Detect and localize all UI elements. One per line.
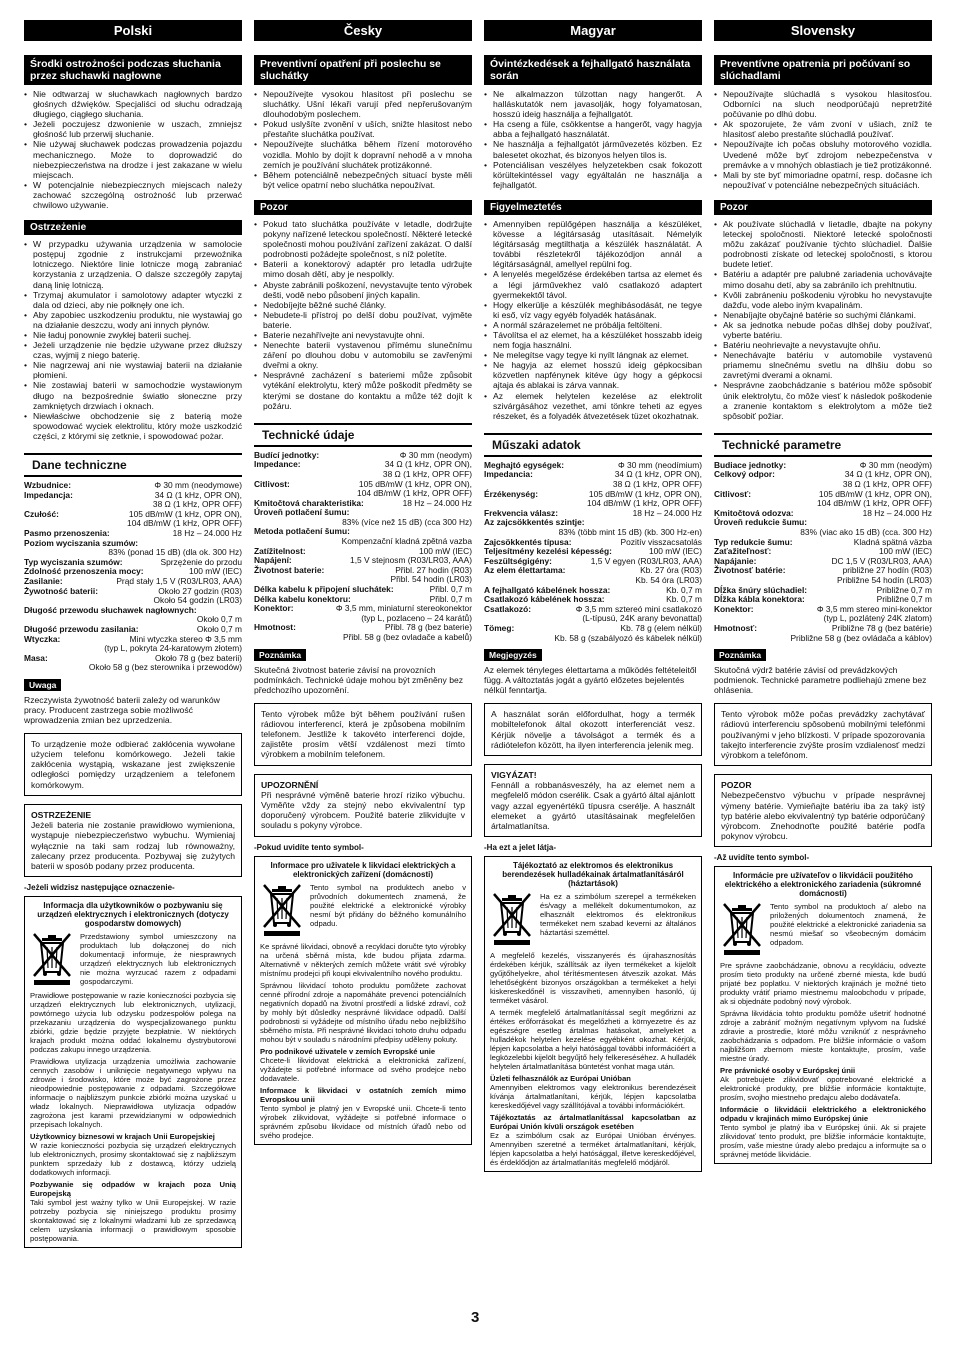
list-item: • Nebudete-li přístroj po delší dobu používat, vyjměte baterie. xyxy=(254,310,472,330)
spec-label: Hmotnosť: xyxy=(714,622,758,633)
spec-row xyxy=(24,663,242,673)
warning-heading: Figyelmeztetés xyxy=(484,200,702,215)
weee-outside-eu-text: Tento symbol je platný jen v Evropské unii. Chcete-li tento výrobek zlikvidovat, vyžádejte si potřebné informace o správném způsobu likvidace od místních úřadů nebo od svého prodejce. xyxy=(260,1103,466,1140)
spec-value: Kb. 0,7 m xyxy=(666,584,702,595)
list-item: • Nepoužívejte vysokou hlasitost při poslechu se sluchátky. Ušní lékaři varují před nepřerušovaným dlouhodobým poslechem. xyxy=(254,89,472,119)
weee-resources-text: A termék megfelelő ártalmatlanítással segít megőrizni az értékes erőforrásokat és megelőzheti a környezetre és az egészségre esetleg ártalmas hatásokat, amelyeket a hulladékok helytelen kezelése egyébként okozhat. Kérjük, lépjen kapcsolatba a helyi hatósággal további információért a legközelebbi kijelölt begyűjtő hely felkereséséhez. A hulladék helytelen ártalmatlanítása büntetést vonhat maga után. xyxy=(490,1008,696,1072)
column-magyar xyxy=(484,20,702,1338)
spec-value: 105 dB/mW (1 kHz, OPR ON), xyxy=(588,488,702,499)
symbol-caption: -Jeżeli widzisz następujące oznaczenie- xyxy=(24,883,175,893)
spec-label: Metoda potlačení šumu: xyxy=(254,526,350,537)
battery-caution-title: UPOZORNĚNÍ xyxy=(261,779,319,790)
weee-business-text: W razie konieczności pozbycia się urządzeń elektrycznych lub elektronicznych, prosimy skontaktować się z najbliższym punktem sprzedaży lub z dostawcą, którzy udzielą dodatkowych informacji. xyxy=(30,1141,236,1178)
weee-resources-text: Prawidłowa utylizacja urządzenia umożliwia zachowanie cennych zasobów i uniknięcie negatywnego wpływu na zdrowie i środowisko, które może być zagrożone przez nieodpowiednie postępowanie z odpadami. Szczegółowe informacje o najbliższym punkcie zbiórki można uzyskać u władz lokalnych. Nieprawidłowa utylizacja odpadów zagrożona jest karami przewidzianymi w odpowiednich przepisach lokalnych. xyxy=(30,1057,236,1130)
spec-label: Az elem élettartama: xyxy=(484,565,566,576)
spec-label: Typ wyciszania szumów: xyxy=(24,556,123,567)
column-cesky xyxy=(254,20,472,1338)
spec-value: 38 Ω (1 kHz, OPR OFF) xyxy=(842,479,932,489)
spec-value: Přibl. 78 g (bez baterie) xyxy=(384,622,472,633)
list-item: • Nenabíjajte obyčajné batérie so suchými článkami. xyxy=(714,310,932,320)
spec-value: Około 54 godzin (LR03) xyxy=(153,595,242,606)
list-item: • A lenyelés megelőzése érdekében tartsa az elemet és a légi járművekhez való csatlakozó adaptert gyermekektől távol. xyxy=(484,269,702,299)
note-text: Az elemek tényleges élettartama a működés feltételeitől függ. A változtatás jogát a gyártó előzetes bejelentés nélkül fenntartja. xyxy=(484,665,697,696)
spec-value: Približne 78 g (bez batérie) xyxy=(831,622,932,633)
page-number: 3 xyxy=(471,1309,480,1326)
spec-value: Přibl. 0,7 m xyxy=(429,593,472,604)
warning-heading: Pozor xyxy=(714,200,932,215)
battery-caution-box xyxy=(24,804,242,877)
crossed-bin-icon xyxy=(720,902,764,958)
spec-value: Kb. 27 óra (R03) xyxy=(640,565,702,576)
list-item: • Jeżeli poczujesz dzwonienie w uszach, zmniejsz głośność lub przerwij słuchanie. xyxy=(24,119,242,139)
crossed-bin-icon xyxy=(30,932,74,988)
column-polski xyxy=(24,20,242,1338)
spec-label: Impedancja: xyxy=(24,489,73,500)
spec-label: Teljesítmény kezelési képesség: xyxy=(484,546,612,557)
spec-value: (typ L, pozlaceno – 24 karátů) xyxy=(361,612,472,623)
specifications-table xyxy=(254,451,472,643)
weee-collection-text: Pre správne zaobchádzanie, obnovu a recykláciu, odvezte prosím tieto produkty na určené zberné miesta, kde budú prijaté bez poplatku. V niektorých krajinách je možné tieto produkty vrátiť priamo miestnemu maloobchodu v prípade, ak si objednáte podobný nový výrobok. xyxy=(720,961,926,1007)
list-item: • Potenciálisan veszélyes helyzetekben csak fokozott körültekintéssel vagy egyáltalán ne használja a fejhallgatót. xyxy=(484,160,702,190)
spec-label: Zasilanie: xyxy=(24,575,63,586)
battery-caution-title: OSTRZEŻENIE xyxy=(31,809,92,820)
precautions-list xyxy=(484,89,702,190)
spec-value: Φ 30 mm (neodímium) xyxy=(618,459,702,470)
spec-label: Wzbudnice: xyxy=(24,480,71,490)
weee-title: Tájékoztató az elektromos és elektronikus berendezések hulladékainak ártalmatlanításáról (háztartások) xyxy=(502,861,684,889)
list-item: • Nesprávné zacházení s bateriemi může způsobit vytékání elektrolytu, který může poškodit předměty se kterými se dostane do kontaktu a může též dojít k požáru. xyxy=(254,370,472,410)
note-label: Poznámka xyxy=(254,649,306,661)
spec-label: Impedance: xyxy=(254,459,301,470)
spec-value: 100 mW (IEC) xyxy=(188,566,242,577)
spec-label: Żywotność baterii: xyxy=(24,585,98,596)
list-item: • Távolítsa el az elemet, ha a készüléket hosszabb ideig nem fogja használni. xyxy=(484,330,702,350)
battery-caution-title: POZOR xyxy=(721,780,752,791)
spec-label: Úroveň redukcie šumu: xyxy=(714,517,808,528)
spec-value: (typ L, pokryta 24-karatowym złotem) xyxy=(104,643,242,654)
spec-value: 105 dB/mW (1 kHz, OPR ON), xyxy=(128,508,242,519)
list-item: • Nepoužívajte slúchadlá s vysokou hlasitosťou. Odborníci na sluch neodporúčajú nepretržité počúvanie po dlhú dobu. xyxy=(714,89,932,119)
list-item: • Pokud uslyšíte zvonění v uších, snižte hlasitost nebo přestaňte sluchátka používat. xyxy=(254,119,472,139)
list-item: • W potencjalnie niebezpiecznych miejscach należy zachować szczególną ostrożność lub przerwać chwilowo używanie. xyxy=(24,180,242,210)
spec-value: 18 Hz – 24.000 Hz xyxy=(172,527,242,538)
spec-value: Φ 30 mm (neodým) xyxy=(859,459,932,470)
weee-business-title: Üzleti felhasználók az Európai Unióban xyxy=(490,1074,631,1084)
spec-value: 83% (více než 15 dB) (cca 300 Hz) xyxy=(342,516,472,527)
specifications-heading: Műszaki adatok xyxy=(484,433,702,457)
crossed-bin-icon xyxy=(260,883,304,939)
spec-value: Około 58 g (bez sterownika i przewodów) xyxy=(88,662,242,673)
list-item: • Nenechávajte batériu v automobile vystavenú priamemu slnečnému svetlu na dlhšiu dobu so zavretými dverami a oknami. xyxy=(714,350,932,380)
headphone-precautions-heading: Środki ostrożności podczas słuchania przez słuchawki nagłowne xyxy=(24,55,242,85)
spec-value: 104 dB/mW (1 kHz, OPR OFF) xyxy=(357,488,472,499)
note-text: Rzeczywista żywotność baterii zależy od warunków pracy. Producent zastrzega sobie możliwość wprowadzenia zmian bez uprzedzenia. xyxy=(24,694,220,725)
spec-label: Celkový odpor: xyxy=(714,469,775,480)
battery-caution-text: Při nesprávné výměně baterie hrozí riziko výbuchu. Vyměňte vždy za stejný nebo ekvivalentní typ doporučený výrobcem. Použité baterie zlikvidujte v souladu s pokyny výrobce. xyxy=(261,789,465,831)
specifications-heading: Technické parametre xyxy=(714,433,932,457)
list-item: • Baterii a konektorový adaptér pro letadla udržujte mimo dosah dětí, aby je nespolkly. xyxy=(254,259,472,279)
list-item: • Niewłaściwe obchodzenie się z baterią może spowodować wyciek elektrolitu, który może uszkodzić części, z którymi się zetknie, i spowodować pożar. xyxy=(24,411,242,441)
list-item: • Kvôli zabráneniu poškodeniu výrobku ho nevystavujte dažďu, vode alebo iným kvapalinám. xyxy=(714,290,932,310)
spec-label: Az zajcsökkentés szintje: xyxy=(484,517,585,528)
interference-notice: Tento výrobok môže počas prevádzky zachytávať rádiovú interferenciu spôsobenú mobilnými telefónmi používanými v jeho blízkosti. V prípade spozorovania takejto interferencie zvýšte prosím vzdialenosť medzi výrobkom a telefónom. xyxy=(714,703,932,766)
spec-value: Około 0,7 m xyxy=(196,614,242,625)
spec-label: Tömeg: xyxy=(484,622,515,633)
spec-label: Impedancia: xyxy=(484,469,533,480)
spec-value: (L-típusú, 24K arany bevonattal) xyxy=(582,613,702,624)
spec-value: 18 Hz – 24.000 Hz xyxy=(632,507,702,518)
spec-value: Sprzężenie do przodu xyxy=(160,556,242,567)
list-item: • A normál szárazelemet ne próbálja feltölteni. xyxy=(484,320,702,330)
list-item: • Pokud tato sluchátka používáte v letadle, dodržujte pokyny nařízené leteckou společností. Některé letecké společnosti mohou používání zařízení zakázat. O další podrobnosti požádejte společnost, s níž poletíte. xyxy=(254,219,472,259)
spec-label: Poziom wyciszania szumów: xyxy=(24,537,139,548)
spec-value: 104 dB/mW (1 kHz, OPR OFF) xyxy=(817,498,932,509)
spec-value: Približne 54 hodín (LR03) xyxy=(837,574,932,585)
spec-value: 83% (több mint 15 dB) (kb. 300 Hz-en) xyxy=(558,526,702,537)
list-item: • Az elemek helytelen kezelése az elektrolit szivárgásához vezethet, ami tönkre teheti az egyes részeket, és a folyadék átvezetések tüzet okozhatnak. xyxy=(484,391,702,421)
list-item: • W przypadku używania urządzenia w samolocie postępuj zgodnie z instrukcjami przewoźnika lotniczego. Niektóre linie lotnicze mogą zabraniać korzystania z urządzenia. O dalsze szczegóły zapytaj daną linię lotniczą. xyxy=(24,239,242,289)
spec-value: 1,5 V stejnosm (R03/LR03, AAA) xyxy=(350,555,472,566)
list-item: • Jeżeli urządzenie nie będzie używane przez dłuższy czas, wyjmij z niego baterię. xyxy=(24,340,242,360)
interference-notice: A használat során előfordulhat, hogy a termék mobiltelefonok által okozott interferenciát vesz. Kérjük növelje a távolságot a termék és a rádiótelefon között, ha ilyen interferencia jelenik meg. xyxy=(484,703,702,756)
headphone-precautions-heading: Preventivní opatření při poslechu se sluchátky xyxy=(254,55,472,85)
weee-disposal-box xyxy=(484,856,702,1172)
spec-label: Wtyczka: xyxy=(24,633,61,644)
warning-list xyxy=(24,239,242,441)
list-item: • Abyste zabránili poškození, nevystavujte tento výrobek dešti, vodě nebo působení jiných kapalin. xyxy=(254,280,472,300)
note-text: Skutočná výdrž batérie závisí od prevádzkových podmienok. Technické parametre podliehajú zmene bez ohlásenia. xyxy=(714,665,927,696)
precautions-list xyxy=(254,89,472,190)
spec-label: Meghajtó egységek: xyxy=(484,459,565,470)
column-slovensky xyxy=(714,20,932,1338)
spec-label: Životnosť batérie: xyxy=(714,565,786,576)
spec-label: Frekvencia válasz: xyxy=(484,507,559,518)
spec-label: Feszültségigény: xyxy=(484,555,552,566)
spec-value: 83% (viac ako 15 dB) (cca. 300 Hz) xyxy=(800,526,932,537)
spec-value: 1,5 V egyen (R03/LR03, AAA) xyxy=(590,555,702,566)
battery-caution-text: Nebezpečenstvo výbuchu v prípade nesprávnej výmeny batérie. Vymieňajte batériu iba za taký istý typ batérie alebo ekvivalentný typ batérie odporúčaný výrobcom. Znehodnoťte použité batérie podľa pokynov výrobcu. xyxy=(721,790,925,842)
spec-label: Masa: xyxy=(24,652,48,663)
spec-value: Φ 3,5 mm sztereó mini csatlakozó xyxy=(575,603,702,614)
weee-title: Informacja dla użytkowników o pozbywaniu się urządzeń elektrycznych i elektronicznych (dotyczy gospodarstw domowych) xyxy=(37,901,229,929)
weee-business-title: Pre právnické osoby v Európskej únii xyxy=(720,1066,856,1076)
weee-outside-eu-title: Tájékoztatás az ártalmatlanítással kapcsolatban az Európai Unión kívüli országok esetében xyxy=(490,1113,696,1132)
spec-value: 34 Ω (1 kHz, OPR ON), xyxy=(844,469,932,480)
spec-value: 100 mW (IEC) xyxy=(648,546,702,557)
spec-value: DC 1,5 V (R03/LR03, AAA) xyxy=(831,555,932,566)
spec-label: Dĺžka kábla konektora: xyxy=(714,594,805,605)
list-item: • Nepoužívejte sluchátka během řízení motorového vozidla. Mohlo by dojít k dopravní nehodě a v mnoha zemích je používání sluchátek protizákonné. xyxy=(254,139,472,169)
warning-list xyxy=(254,219,472,411)
spec-value: 34 Ω (1 kHz, OPR ON), xyxy=(154,489,242,500)
spec-value: Około 27 godzin (R03) xyxy=(158,585,242,596)
spec-value: Približne 58 g (bez ovládača a káblov) xyxy=(790,632,932,643)
headphone-precautions-heading: Preventívne opatrenia pri počúvaní so slúchadlami xyxy=(714,55,932,85)
spec-label: Citlivost: xyxy=(254,478,290,489)
spec-label: Napájanie: xyxy=(714,555,757,566)
interference-notice: To urządzenie może odbierać zakłócenia wywołane użyciem telefonu komórkowego. Jeżeli takie zakłócenia wystąpią, wskazane jest zwiększenie odległości pomiędzy urządzeniem a telefonem komórkowym. xyxy=(24,733,242,796)
spec-value: 100 mW (IEC) xyxy=(418,545,472,556)
specifications-heading: Dane techniczne xyxy=(24,453,242,477)
specifications-table xyxy=(24,481,242,673)
list-item: • Nie odtwarzaj w słuchawkach nagłownych bardzo głośnych dźwięków. Specjaliści od słuchu odradzają długiego, ciągłego słuchania. xyxy=(24,89,242,119)
warning-heading: Pozor xyxy=(254,200,472,215)
list-item: • Hogy elkerülje a készülék meghibásodását, ne tegye ki eső, víz vagy egyéb folyadék hatásának. xyxy=(484,300,702,320)
spec-label: Délka kabelu konektoru: xyxy=(254,593,351,604)
weee-outside-eu-title: Informace k likvidaci v ostatních zemích mimo Evropskou unii xyxy=(260,1085,466,1104)
spec-value: Približne 0,7 m xyxy=(876,584,932,595)
list-item: • Ha cseng a füle, csökkentse a hangerőt, vagy hagyja abba a fejhallgató használatát. xyxy=(484,119,702,139)
language-heading: Slovensky xyxy=(714,20,932,41)
spec-label: Úroveň potlačení šumu: xyxy=(254,507,350,518)
weee-business-text: Amennyiben elektromos vagy elektronikus berendezéseit kívánja ártalmatlanítani, kérjük, lépjen kapcsolatba kereskedőjével vagy szállítójával a további információkért. xyxy=(490,1083,696,1111)
spec-value: Około 0,7 m xyxy=(196,623,242,634)
battery-caution-text: Fennáll a robbanásveszély, ha az elemet nem a megfelelő módon cserélik. Csak a gyártó által ajánlott vagy azzal egyenértékű típusra cserélje. A használt elemeket a gyártó utasításainak megfelelően ártalmatlanítsa. xyxy=(491,780,695,831)
list-item: • Ak spozorujete, že vám zvoní v ušiach, zníž te hlasitosť alebo prestaňte slúchadlá používať. xyxy=(714,119,932,139)
spec-value: 104 dB/mW (1 kHz, OPR OFF) xyxy=(127,518,242,529)
spec-value: Około 78 g (bez baterii) xyxy=(154,652,242,663)
spec-row xyxy=(254,633,472,643)
battery-caution-box xyxy=(714,774,932,847)
spec-value: Přibl. 0,7 m xyxy=(429,584,472,595)
symbol-caption: -Až uvidíte tento symbol- xyxy=(714,853,810,863)
spec-label: Budiace jednotky: xyxy=(714,459,787,470)
spec-value: Kompenzační kladná zpětná vazba xyxy=(341,536,472,547)
weee-outside-eu-title: Pozbywanie się odpadów w krajach poza Unią Europejską xyxy=(30,1180,236,1199)
spec-value: (typ L, pozlátený 24K zlatom) xyxy=(823,613,932,624)
note-label: Poznámka xyxy=(714,649,766,661)
spec-value: Kb. 58 g (szabályozó és kábelek nélkül) xyxy=(554,632,702,643)
list-item: • Ak používate slúchadlá v lietadle, dbajte na pokyny leteckej spoločnosti. Niektoré letecké spoločnosti môžu zakázať používanie týchto slúchadiel. Ďalšie podrobnosti získate od leteckej spoločnosti, s ktorou budete letieť. xyxy=(714,219,932,269)
weee-symbol-text: Tento symbol na produktoch a/ alebo na priložených dokumentoch znamená, že použité elektrické a elektronické zariadenia sa nesmú miešať so všeobecným domácim odpadom. xyxy=(770,902,926,948)
weee-collection-text: Ke správné likvidaci, obnově a recyklaci doručte tyto výrobky na určená sběrná místa, kde budou přijata zdarma. Alternativně v některých zemích můžete vrátit své výrobky místnímu prodejci při koupi ekvivalentního nového produktu. xyxy=(260,941,466,978)
weee-business-title: Użytkownicy biznesowi w krajach Unii Europejskiej xyxy=(30,1132,215,1142)
spec-value: Φ 3,5 mm stereo mini-konektor xyxy=(816,603,932,614)
spec-label: Konektor: xyxy=(254,603,294,614)
spec-label: Csatlakozó kábelének hossza: xyxy=(484,594,605,605)
weee-outside-eu-text: Taki symbol jest ważny tylko w Unii Europejskej. W razie potrzeby pozbycia się niniejszego produktu prosimy skontaktować się z lokalnymi władzami lub ze sprzedawcą celem uzyskania informacji o prawidłowym sposobie postępowania. xyxy=(30,1198,236,1244)
spec-value: 38 Ω (1 kHz, OPR OFF) xyxy=(382,468,472,479)
spec-label: Citlivosť: xyxy=(714,488,752,499)
spec-value: 34 Ω (1 kHz, OPR ON), xyxy=(384,459,472,470)
list-item: • Nedobíjejte běžné suché články. xyxy=(254,300,472,310)
battery-caution-title: VIGYÁZAT! xyxy=(491,769,537,780)
battery-caution-box xyxy=(254,774,472,837)
list-item: • Batériu a adaptér pre palubné zariadenia uchovávajte mimo dosahu detí, aby sa zabránilo ich prehltnutiu. xyxy=(714,269,932,289)
weee-outside-eu-title: Informácie o likvidácii elektrického a elektronického odpadu v krajinách mimo Európskej únie xyxy=(720,1105,926,1124)
weee-disposal-box xyxy=(254,856,472,1145)
list-item: • Nie zostawiaj baterii w samochodzie wystawionym długo na bezpośrednie światło słoneczne przy zamkniętych drzwiach i oknach. xyxy=(24,380,242,410)
spec-label: Zatížitelnost: xyxy=(254,545,306,556)
weee-symbol-text: Ha ez a szimbólum szerepel a termékeken és/vagy a mellékelt dokumentumokon, az elhasznált elektromos és elektronikus termékeket nem szabad keverni az általános háztartási szeméttel. xyxy=(540,892,696,938)
spec-value: 38 Ω (1 kHz, OPR OFF) xyxy=(612,479,702,489)
weee-business-text: Chcete-li likvidovat elektrická a elektronická zařízení, vyžádejte si potřebné informace od svého prodejce nebo dodavatele. xyxy=(260,1055,466,1083)
specifications-table xyxy=(714,461,932,643)
language-heading: Polski xyxy=(24,20,242,41)
weee-business-title: Pro podnikové uživatele v zemích Evropské unie xyxy=(260,1046,436,1056)
spec-value: Přibl. 58 g (bez ovladače a kabelů) xyxy=(343,632,472,642)
spec-value: 83% (ponad 15 dB) (dla ok. 300 Hz) xyxy=(108,547,242,558)
weee-collection-text: A megfelelő kezelés, visszanyerés és újrahasznosítás érdekében kérjük, szállítsák az ilyen termékeket a kijelölt gyűjtőhelyekre, ahol térítésmentesen átveszik azokat. Más lehetőségként bizonyos országokban a termékeket a helyi kiskereskedőnél is visszaviheti, amennyiben hasonló, új terméket vásárol. xyxy=(490,951,696,1006)
spec-label: Długość przewodu słuchawek nagłownych: xyxy=(24,604,197,615)
spec-label: Pasmo przenoszenia: xyxy=(24,527,110,538)
list-item: • Nie ładuj ponownie zwykłej baterii suchej. xyxy=(24,330,242,340)
spec-value: Přibl. 27 hodin (R03) xyxy=(395,564,472,575)
list-item: • Nepoužívajte ich počas obsluhy motorového vozidla. Uvedené môže byť zdrojom nebezpečenstva v premávke a v mnohých oblastiach je tiež protizákonné. xyxy=(714,139,932,169)
list-item: • Amennyiben repülőgépen használja a készüléket, kövesse a légitársaság utasításait. Némelyik légitársaság megtilthatja a készülék használatát. A további részletekről tájékozódjon annál a légitársaságnál, amellyel repülni fog. xyxy=(484,219,702,269)
spec-value: Prąd stały 1,5 V (R03/LR03, AAA) xyxy=(116,575,242,586)
spec-label: Csatlakozó: xyxy=(484,603,532,614)
list-item: • Nie używaj słuchawek podczas prowadzenia pojazdu mechanicznego. Może to doprowadzić do niebezpieczeństwa na drodze i jest zakazane w wielu miejscach. xyxy=(24,139,242,179)
language-heading: Magyar xyxy=(484,20,702,41)
spec-label: Czułość: xyxy=(24,508,59,519)
spec-value: 38 Ω (1 kHz, OPR OFF) xyxy=(152,499,242,510)
spec-label: Zajcsökkentés típusa: xyxy=(484,536,572,547)
language-heading: Česky xyxy=(254,20,472,41)
spec-row xyxy=(714,634,932,644)
spec-label: Konektor: xyxy=(714,603,754,614)
warning-list xyxy=(714,219,932,421)
spec-label: Érzékenység: xyxy=(484,488,538,499)
spec-label: Zaťažiteľnosť: xyxy=(714,546,772,557)
weee-outside-eu-text: Ez a szimbólum csak az Európai Unióban érvényes. Amennyiben szeretné a terméket ártalmatlanítani, kérjük, lépjen kapcsolatba a helyi hatósággal, illetve kereskedőjével, és érdeklődjön az ártalmatlanítás megfelelő módjáról. xyxy=(490,1131,696,1168)
interference-notice: Tento výrobek může být během používání rušen rádiovou interferencí, která je způsobena mobilním telefonem. Jestliže k takovéto interferenci dojde, zajistěte prosím větší vzdálenost mezi tímto výrobkem a mobilním telefonem. xyxy=(254,703,472,766)
headphone-precautions-heading: Óvintézkedések a fejhallgató használata során xyxy=(484,55,702,85)
spec-value: Približne 0,7 m xyxy=(876,594,932,605)
precautions-list xyxy=(24,89,242,210)
warning-list xyxy=(484,219,702,421)
spec-label: Napájení: xyxy=(254,555,292,566)
weee-resources-text: Správnou likvidací tohoto produktu pomůžete zachovat cenné přírodní zdroje a napomáháte prevenci potenciálních negativních dopadů na životní prostředí a lidské zdraví, což by mohly být důsledky nesprávné likvidace odpadů. Další podrobnosti si vyžádejte od místního úřadu nebo nejbližšího sběrného místa. Při nesprávné likvidaci tohoto druhu odpadu mohou být v souladu s národními předpisy uděleny pokuty. xyxy=(260,980,466,1044)
list-item: • Baterie nezahřívejte ani nevystavujte ohni. xyxy=(254,330,472,340)
list-item: • Nesprávne zaobchádzanie s batériou môže spôsobiť únik elektrolytu, čo môže viesť k následok poškodenie a zranenie kontaktom s elektrolytom a môže tiež spôsobiť požiar. xyxy=(714,380,932,420)
spec-row xyxy=(484,634,702,644)
spec-label: Kmitočtová charakteristika: xyxy=(254,497,364,508)
symbol-caption: -Pokud uvidíte tento symbol- xyxy=(254,842,364,852)
list-item: • Ak sa jednotka nebude počas dlhšej doby používať, vyberte batériu. xyxy=(714,320,932,340)
list-item: • Mali by ste byť mimoriadne opatrní, resp. dočasne ich nepoužívať v potenciálne nebezpečných situáciách. xyxy=(714,170,932,190)
spec-value: 18 Hz – 24.000 Hz xyxy=(862,507,932,518)
spec-value: Kb. 0,7 m xyxy=(666,594,702,605)
spec-value: 105 dB/mW (1 kHz, OPR ON), xyxy=(818,488,932,499)
spec-label: Zdolność przenoszenia mocy: xyxy=(24,566,144,577)
list-item: • Ne használja a fejhallgatót járművezetés közben. Ez balesetet okozhat, és bizonyos helyen tilos is. xyxy=(484,139,702,159)
spec-label: Životnost baterie: xyxy=(254,564,325,575)
spec-value: Mini wtyczka stereo Φ 3,5 mm xyxy=(129,633,242,644)
spec-value: Φ 30 mm (neodymowe) xyxy=(154,480,242,490)
crossed-bin-icon xyxy=(490,892,534,948)
list-item: • Batériu neohrievajte a nevystavujte ohňu. xyxy=(714,340,932,350)
spec-label: Hmotnost: xyxy=(254,622,296,633)
weee-outside-eu-text: Tento symbol je platný iba v Európskej únii. Ak si prajete zlikvidovať tento produkt, pre bližšie informácie kontaktujte, prosím, vaše miestne úrady alebo predajcu a informujte sa o správnej metóde likvidácie. xyxy=(720,1123,926,1160)
spec-label: Długość przewodu zasilania: xyxy=(24,623,139,634)
note-label: Megjegyzés xyxy=(484,649,542,661)
spec-value: Kb. 78 g (elem nélkül) xyxy=(620,622,702,633)
list-item: • Ne alkalmazzon túlzottan nagy hangerőt. A halláskutatók nem javasolják, hogy folyamatosan, hosszú ideig használja a fejhallgatót. xyxy=(484,89,702,119)
spec-label: Kmitočtová odozva: xyxy=(714,507,794,518)
list-item: • Během potenciálně nebezpečných situací byste měli být velice opatrní nebo sluchátka nepoužívat. xyxy=(254,170,472,190)
list-item: • Nenechte baterii vystavenou přímému slunečnímu záření po dlouhou dobu v automobilu se zavřenými dveřmi a okny. xyxy=(254,340,472,370)
weee-symbol-text: Przedstawiony symbol umieszczony na produktach lub dołączonej do nich dokumentacji informuje, że niesprawnych urządzeń elektrycznych lub elektronicznych nie można wyrzucać razem z odpadami gospodarczymi. xyxy=(80,932,236,987)
spec-value: 105 dB/mW (1 kHz, OPR ON), xyxy=(358,478,472,489)
spec-label: Typ redukcie šumu: xyxy=(714,536,793,547)
spec-value: Φ 30 mm (neodym) xyxy=(399,449,472,460)
spec-value: 34 Ω (1 kHz, OPR ON), xyxy=(614,469,702,480)
weee-disposal-box xyxy=(24,896,242,1248)
spec-value: Přibl. 54 hodin (LR03) xyxy=(390,574,472,585)
note-text: Skutečná životnost baterie závisí na provozních podmínkách. Technické údaje mohou být změněny bez předchozího upozornění. xyxy=(254,664,464,695)
weee-symbol-text: Tento symbol na produktech anebo v průvodních dokumentech znamená, že použité elektrické a elektronické výrobky nesmí být přidány do běžného komunálního odpadu. xyxy=(310,882,466,928)
spec-value: približne 27 hodín (R03) xyxy=(842,565,932,576)
list-item: • Aby zapobiec uszkodzeniu produktu, nie wystawiaj go na działanie deszczu, wody ani innych płynów. xyxy=(24,310,242,330)
list-item: • Ne melegítse vagy tegye ki nyílt lángnak az elemet. xyxy=(484,350,702,360)
spec-label: Budící jednotky: xyxy=(254,449,320,460)
specifications-heading: Technické údaje xyxy=(254,423,472,447)
warning-heading: Ostrzeżenie xyxy=(24,220,242,235)
weee-disposal-box xyxy=(714,866,932,1164)
battery-caution-box xyxy=(484,764,702,837)
spec-value: Pozitív visszacsatolás xyxy=(620,536,702,547)
weee-title: Informace pro uživatele k likvidaci elektrických a elektronických zařízení (domácnosti) xyxy=(270,860,456,879)
spec-label: A fejhallgató kábelének hossza: xyxy=(484,584,611,595)
list-item: • Nie nagrzewaj ani nie wystawiaj baterii na działanie płomieni. xyxy=(24,360,242,380)
spec-value: Kladná spätná väzba xyxy=(853,536,932,547)
specifications-table xyxy=(484,461,702,643)
spec-value: 100 mW (IEC) xyxy=(878,546,932,557)
battery-caution-text: Jeżeli bateria nie zostanie prawidłowo wymieniona, wystąpuje niebezpieczeństwo wybuchu. Wymieniaj wyłącznie na taki sam rodzaj lub równoważny, zalecany przez producenta. Pozbywaj się zużytych baterii w sposób podany przez producenta. xyxy=(31,820,235,871)
weee-collection-text: Prawidłowe postępowanie w razie konieczności pozbycia się urządzeń elektrycznych lub elektronicznych, utylizacji, powtórnego użycia lub odzysku podzespołów polega na przekazaniu urządzenia do wyspecjalizowanego punktu zbiórki, gdzie będzie przyjęte bezpłatnie. W niektórych krajach produkt można oddać lokalnemu dystrybutorowi podczas zakupu innego urządzenia. xyxy=(30,991,236,1055)
spec-value: Kb. 54 óra (LR03) xyxy=(635,574,702,585)
spec-value: 104 dB/mW (1 kHz, OPR OFF) xyxy=(587,498,702,509)
precautions-list xyxy=(714,89,932,190)
weee-business-text: Ak potrebujete zlikvidovať opotrebované elektrické a elektronické produkty, pre bližšie informácie kontaktujte, prosím, svojho miestneho predajcu alebo dodávateľa. xyxy=(720,1075,926,1103)
spec-value: Φ 3,5 mm, miniaturní stereokonektor xyxy=(335,603,472,614)
list-item: • Ne hagyja az elemet hosszú ideig gépkocsiban közvetlen napfénynek kitéve úgy hogy a gépkocsi ajtaja és ablakai is zárva vannak. xyxy=(484,360,702,390)
weee-resources-text: Správna likvidácia tohto produktu pomôže ušetriť hodnotné zdroje a zabrániť možným negatívnym vplyvom na ľudské zdravie a prostredie, ktoré môžu vzniknúť z nesprávneho zaobchádzania s odpadom. Pre bližšie informácie o vašom najbližšom zbernom mieste kontaktujte, prosím, vaše miestne úrady. xyxy=(720,1009,926,1064)
spec-label: Dĺžka šnúry slúchadiel: xyxy=(714,584,808,595)
spec-label: Délka kabelu k připojení sluchátek: xyxy=(254,584,394,595)
list-item: • Trzymaj akumulator i samolotowy adapter wtyczki z dala od dzieci, aby nie połknęły one ich. xyxy=(24,290,242,310)
spec-value: 18 Hz – 24.000 Hz xyxy=(402,497,472,508)
note-label: Uwaga xyxy=(24,679,61,691)
symbol-caption: -Ha ezt a jelet látja- xyxy=(484,843,557,853)
weee-title: Informácie pre užívateľov o likvidácii použitého elektrického a elektronického zariadenia (súkromné domácnosti) xyxy=(724,871,922,899)
